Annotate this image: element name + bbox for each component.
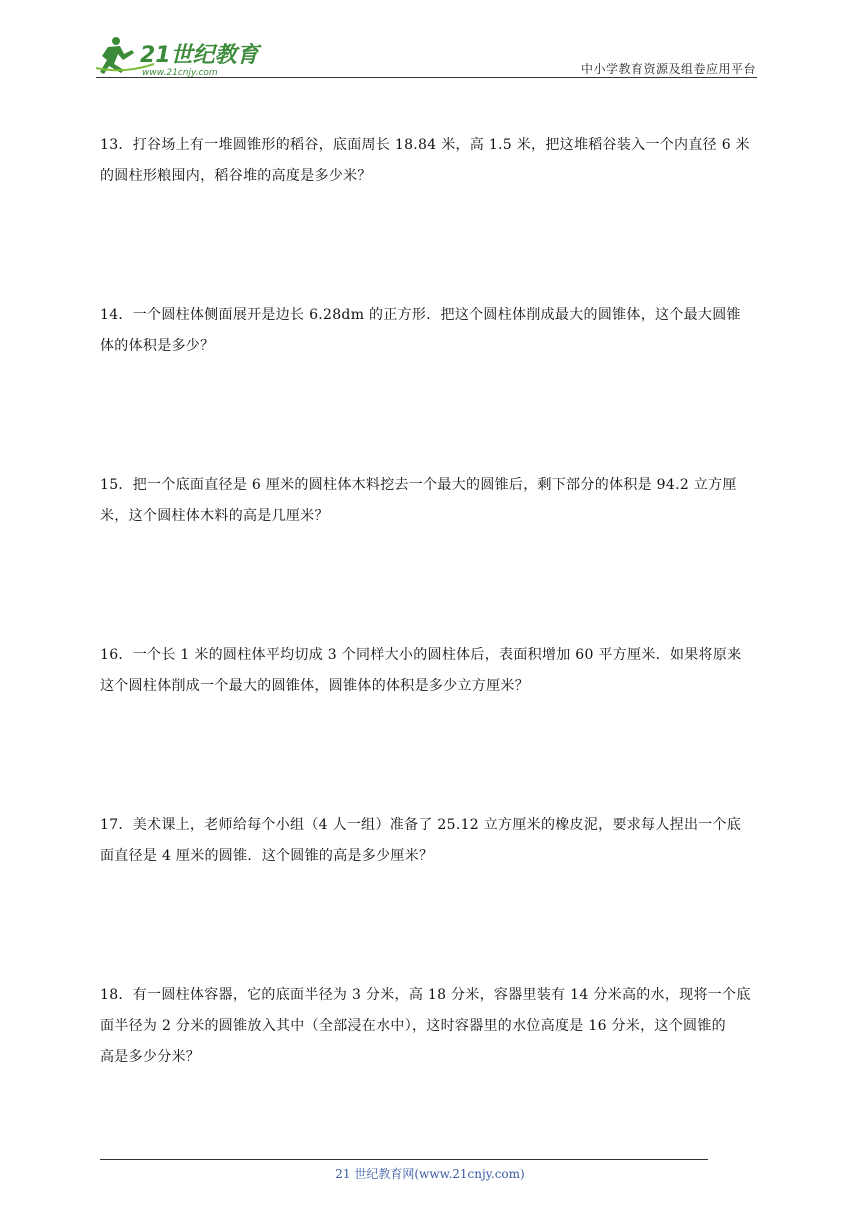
question-line: 13．打谷场上有一堆圆锥形的稻谷，底面周长 18.84 米，高 1.5 米，把这堆稻谷装入一个内直径 6 米 xyxy=(100,137,750,153)
21cnjy-logo xyxy=(94,34,264,78)
question-line: 这个圆柱体削成一个最大的圆锥体，圆锥体的体积是多少立方厘米？ xyxy=(100,678,529,694)
question-line: 17．美术课上，老师给每个小组（4 人一组）准备了 25.12 立方厘米的橡皮泥，要求每人捏出一个底 xyxy=(100,817,742,833)
question-line: 高是多少分米？ xyxy=(100,1049,201,1065)
question-line: 面直径是 4 厘米的圆锥．这个圆锥的高是多少厘米？ xyxy=(100,848,434,864)
question-line: 15．把一个底面直径是 6 厘米的圆柱体木料挖去一个最大的圆锥后，剩下部分的体积是 94.2 立方厘 xyxy=(100,477,737,493)
question-line: 米，这个圆柱体木料的高是几厘米？ xyxy=(100,508,329,524)
platform-title: 中小学教育资源及组卷应用平台 xyxy=(580,62,756,76)
question-line: 16．一个长 1 米的圆柱体平均切成 3 个同样大小的圆柱体后，表面积增加 60 平方厘米．如果将原来 xyxy=(100,647,742,663)
question-18 xyxy=(100,980,760,1073)
page-header xyxy=(0,0,860,80)
question-13 xyxy=(100,130,760,192)
question-14 xyxy=(100,300,760,362)
question-line: 18．有一圆柱体容器，它的底面半径为 3 分米，高 18 分米，容器里装有 14 分米高的水，现将一个底 xyxy=(100,987,751,1003)
question-15 xyxy=(100,470,760,532)
footer-site-link[interactable]: 21 世纪教育网(www.21cnjy.com) xyxy=(335,1167,525,1181)
question-16 xyxy=(100,640,760,702)
logo-wordmark: 21世纪教育 xyxy=(140,43,259,68)
question-line: 体的体积是多少？ xyxy=(100,338,215,354)
runner-icon xyxy=(100,37,134,74)
question-line: 面半径为 2 分米的圆锥放入其中（全部浸在水中），这时容器里的水位高度是 16 分米，这个圆锥的 xyxy=(100,1018,726,1034)
question-17 xyxy=(100,810,760,872)
question-line: 的圆柱形粮囤内，稻谷堆的高度是多少米？ xyxy=(100,168,372,184)
logo-url: www.21cnjy.com xyxy=(142,68,218,78)
header-divider xyxy=(96,77,757,78)
footer-divider xyxy=(100,1159,708,1160)
question-line: 14．一个圆柱体侧面展开是边长 6.28dm 的正方形．把这个圆柱体削成最大的圆锥体，这个最大圆锥 xyxy=(100,307,741,323)
